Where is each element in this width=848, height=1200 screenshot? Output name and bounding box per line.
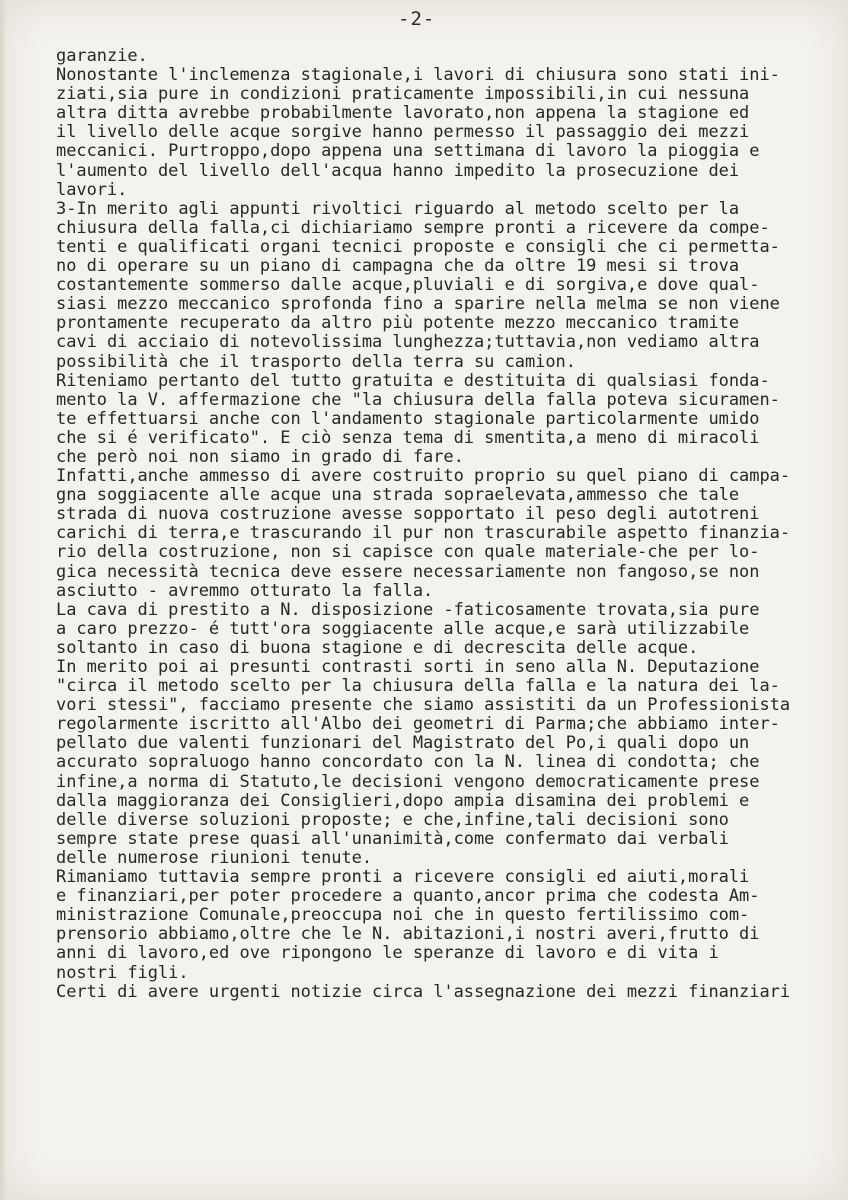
text-line: pellato due valenti funzionari del Magistrato del Po,i quali dopo un bbox=[56, 733, 750, 754]
text-line: mento la V. affermazione che "la chiusura della falla poteva sicuramen- bbox=[56, 389, 780, 410]
text-line: meccanici. Purtroppo,dopo appena una settimana di lavoro la pioggia e bbox=[56, 141, 760, 162]
text-line: regolarmente iscritto all'Albo dei geometri di Parma;che abbiamo inter- bbox=[56, 714, 780, 735]
text-line: infine,a norma di Statuto,le decisioni vengono democraticamente prese bbox=[56, 771, 760, 792]
text-line: In merito poi ai presunti contrasti sorti in seno alla N. Deputazione bbox=[56, 657, 760, 677]
text-line: lavori. bbox=[56, 179, 128, 200]
text-line: Nonostante l'inclemenza stagionale,i lavori di chiusura sono stati ini- bbox=[56, 65, 780, 86]
text-line: carichi di terra,e trascurando il pur non trascurabile aspetto finanzia- bbox=[56, 523, 791, 544]
text-line: possibilità che il trasporto della terra su camion. bbox=[56, 351, 576, 372]
text-line: no di operare su un piano di campagna che da oltre 19 mesi si trova bbox=[56, 256, 740, 277]
text-line: rio della costruzione, non si capisce con quale materiale-che per lo- bbox=[56, 542, 760, 563]
text-line: tenti e qualificati organi tecnici proposte e consigli che ci permetta- bbox=[56, 236, 780, 257]
text-line: strada di nuova costruzione avesse sopportato il peso degli autotreni bbox=[56, 504, 760, 525]
text-line: sempre state prese quasi all'unanimità,come confermato dai verbali bbox=[56, 828, 729, 849]
text-line: Infatti,anche ammesso di avere costruito proprio su quel piano di campa- bbox=[56, 466, 791, 487]
text-line: a caro prezzo- é tutt'ora soggiacente alle acque,e sarà utilizzabile bbox=[56, 618, 750, 639]
text-line: prensorio abbiamo,oltre che le N. abitazioni,i nostri averi,frutto di bbox=[56, 924, 760, 945]
text-line: che però noi non siamo in grado di fare. bbox=[56, 446, 464, 467]
text-line: soltanto in caso di buona stagione e di decrescita delle acque. bbox=[56, 637, 699, 658]
text-line: l'aumento del livello dell'acqua hanno impedito la prosecuzione dei bbox=[56, 160, 740, 181]
text-line: Riteniamo pertanto del tutto gratuita e destituita di qualsiasi fonda- bbox=[56, 370, 770, 391]
text-line: che si é verificato". E ciò senza tema di smentita,a meno di miracoli bbox=[56, 427, 760, 448]
text-line: accurato sopraluogo hanno concordato con la N. linea di condotta; che bbox=[56, 752, 760, 773]
paper-edge bbox=[0, 0, 6, 1200]
text-line: Certi di avere urgenti notizie circa l'assegnazione dei mezzi finanziari bbox=[56, 981, 791, 1002]
text-line: siasi mezzo meccanico sprofonda fino a sparire nella melma se non viene bbox=[56, 294, 780, 315]
text-line: asciutto - avremmo otturato la falla. bbox=[56, 580, 434, 601]
text-line: Rimaniamo tuttavia sempre pronti a ricevere consigli ed aiuti,morali bbox=[56, 867, 750, 888]
text-line: La cava di prestito a N. disposizione -faticosamente trovata,sia pure bbox=[56, 599, 760, 620]
text-line: anni di lavoro,ed ove ripongono le speranze di lavoro e di vita i bbox=[56, 943, 719, 964]
text-line: altra ditta avrebbe probabilmente lavorato,non appena la stagione ed bbox=[56, 103, 750, 124]
text-line: delle diverse soluzioni proposte; e che,infine,tali decisioni sono bbox=[56, 809, 729, 830]
text-line: ziati,sia pure in condizioni praticamente impossibili,in cui nessuna bbox=[56, 84, 750, 105]
text-line: dalla maggioranza dei Consiglieri,dopo ampia disamina dei problemi e bbox=[56, 790, 750, 811]
text-line: te effettuarsi anche con l'andamento stagionale particolarmente umido bbox=[56, 408, 760, 429]
text-line: prontamente recuperato da altro più potente mezzo meccanico tramite bbox=[56, 313, 740, 334]
text-line: costantemente sommerso dalle acque,pluviali e di sorgiva,e dove qual- bbox=[56, 275, 760, 296]
text-line: ministrazione Comunale,preoccupa noi che in questo fertilissimo com- bbox=[56, 905, 750, 926]
text-line: e finanziari,per poter procedere a quanto,ancor prima che codesta Am- bbox=[56, 886, 760, 907]
text-line: "circa il metodo scelto per la chiusura della falla e la natura dei la- bbox=[56, 676, 780, 697]
page-number: -2- bbox=[398, 8, 436, 30]
text-line: vori stessi", facciamo presente che siamo assistiti da un Professionista bbox=[56, 695, 791, 716]
text-line: delle numerose riunioni tenute. bbox=[56, 847, 373, 868]
text-line: gna soggiacente alle acque una strada sopraelevata,ammesso che tale bbox=[56, 485, 740, 506]
text-line: nostri figli. bbox=[56, 962, 189, 983]
body-text bbox=[56, 47, 846, 1002]
text-line: chiusura della falla,ci dichiariamo sempre pronti a ricevere da compe- bbox=[56, 217, 770, 238]
text-line: 3-In merito agli appunti rivoltici riguardo al metodo scelto per la bbox=[56, 198, 740, 219]
text-line: cavi di acciaio di notevolissima lunghezza;tuttavia,non vediamo altra bbox=[56, 332, 760, 353]
text-line: gica necessità tecnica deve essere necessariamente non fangoso,se non bbox=[56, 561, 760, 582]
text-line: garanzie. bbox=[56, 46, 148, 66]
text-line: il livello delle acque sorgive hanno permesso il passaggio dei mezzi bbox=[56, 122, 750, 143]
